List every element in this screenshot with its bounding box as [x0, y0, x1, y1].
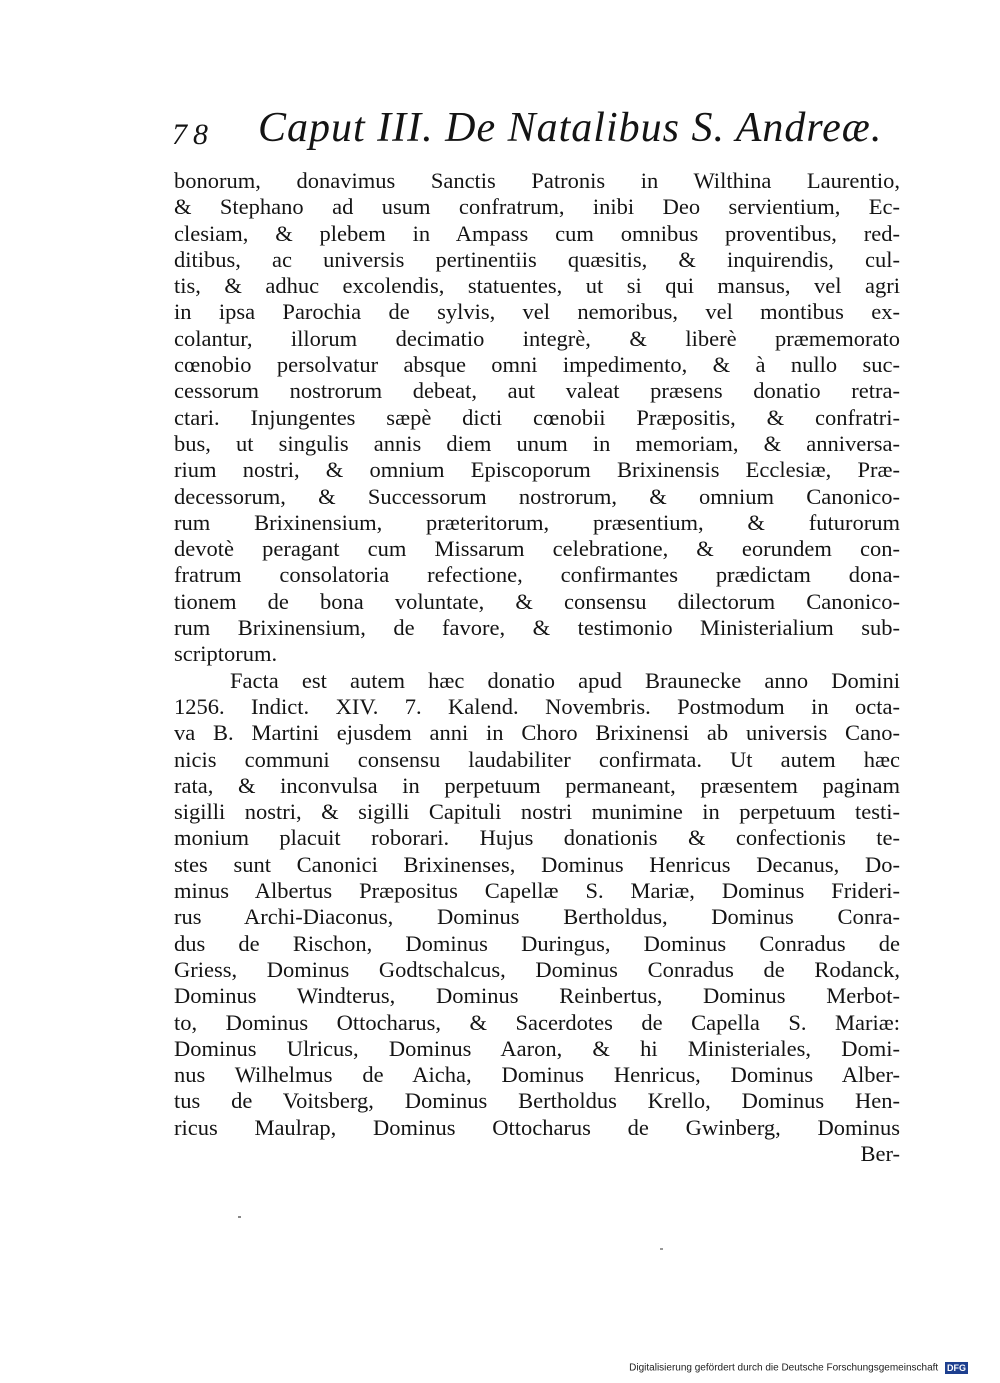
text-line: dus de Rischon, Dominus Duringus, Dominus Conradus de — [174, 930, 900, 956]
text-line: rium nostri, & omnium Episcoporum Brixinensis Ecclesiæ, Præ- — [174, 457, 900, 483]
text-line: & Stephano ad usum confratrum, inibi Deo servientium, Ec- — [174, 194, 900, 220]
text-line: Dominus Windterus, Dominus Reinbertus, Dominus Merbot- — [174, 983, 900, 1009]
page-number: 78 — [172, 118, 214, 151]
text-line: 1256. Indict. XIV. 7. Kalend. Novembris. Postmodum in octa- — [174, 693, 900, 719]
text-line: ctari. Injungentes sæpè dicti cœnobii Præpositis, & confratri- — [174, 404, 900, 430]
dfg-logo: DFG — [947, 1363, 966, 1373]
text-line: Dominus Ulricus, Dominus Aaron, & hi Ministeriales, Domi- — [174, 1035, 900, 1061]
text-line: rum Brixinensium, de favore, & testimonio Ministerialium sub- — [174, 615, 900, 641]
text-line: cessorum nostrorum debeat, aut valeat præsens donatio retra- — [174, 378, 900, 404]
credit-text: Digitalisierung gefördert durch die Deutsche Forschungsgemeinschaft — [629, 1362, 939, 1374]
body-text — [174, 168, 900, 1167]
text-line: nus Wilhelmus de Aicha, Dominus Henricus, Dominus Alber- — [174, 1062, 900, 1088]
text-line: rum Brixinensium, præteritorum, præsentium, & futurorum — [174, 509, 900, 535]
text-line: va B. Martini ejusdem anni in Choro Brixinensi ab universis Cano- — [174, 720, 900, 746]
text-line: Griess, Dominus Godtschalcus, Dominus Conradus de Rodanck, — [174, 956, 900, 982]
text-line: stes sunt Canonici Brixinenses, Dominus Henricus Decanus, Do- — [174, 851, 900, 877]
text-line: bonorum, donavimus Sanctis Patronis in Wilthina Laurentio, — [174, 168, 900, 193]
running-header — [172, 96, 883, 156]
text-line: scriptorum. — [174, 641, 278, 667]
text-line: Facta est autem hæc donatio apud Braunecke anno Domini — [230, 667, 900, 693]
text-line: devotè peragant cum Missarum celebratione, & eorundem con- — [174, 536, 900, 562]
text-line: ricus Maulrap, Dominus Ottocharus de Gwinberg, Dominus — [174, 1114, 900, 1140]
text-line: minus Albertus Præpositus Capellæ S. Mariæ, Dominus Frideri- — [174, 878, 900, 904]
text-line: tionem de bona voluntate, & consensu dilectorum Canonico- — [174, 588, 900, 614]
text-line: in ipsa Parochia de sylvis, vel nemoribus, vel montibus ex- — [174, 299, 900, 325]
text-line: sigilli nostri, & sigilli Capituli nostri munimine in perpetuum testi- — [174, 799, 900, 825]
text-line: rata, & inconvulsa in perpetuum permaneant, præsentem paginam — [174, 772, 900, 798]
text-line: nicis communi consensu laudabiliter confirmata. Ut autem hæc — [174, 746, 900, 772]
text-line: tis, & adhuc excolendis, statuentes, ut si qui mansus, vel agri — [174, 273, 900, 299]
scan-speck — [660, 1248, 663, 1250]
text-line: rus Archi-Diaconus, Dominus Bertholdus, Dominus Conra- — [174, 904, 900, 930]
running-title: Caput III. De Natalibus S. Andreæ. — [258, 105, 883, 151]
text-line: monium placuit roborari. Hujus donationis & confectionis te- — [174, 825, 900, 851]
text-line: cœnobio persolvatur absque omni impedimento, & à nullo suc- — [174, 352, 900, 378]
text-line: to, Dominus Ottocharus, & Sacerdotes de Capella S. Mariæ: — [174, 1009, 900, 1035]
text-line: colantur, illorum decimatio integrè, & liberè præmemorato — [174, 325, 900, 351]
text-line: fratrum consolatoria refectione, confirmantes prædictam dona- — [174, 562, 900, 588]
text-line: tus de Voitsberg, Dominus Bertholdus Krello, Dominus Hen- — [174, 1088, 900, 1114]
text-line: bus, ut singulis annis diem unum in memoriam, & anniversa- — [174, 430, 900, 456]
text-line: ditibus, ac universis pertinentiis quæsitis, & inquirendis, cul- — [174, 246, 900, 272]
text-line: clesiam, & plebem in Ampass cum omnibus proventibus, red- — [174, 220, 900, 246]
scan-speck — [238, 1216, 241, 1218]
text-line: Ber- — [860, 1140, 900, 1166]
text-line: decessorum, & Successorum nostrorum, & omnium Canonico- — [174, 483, 900, 509]
digitization-credit — [629, 1362, 968, 1374]
